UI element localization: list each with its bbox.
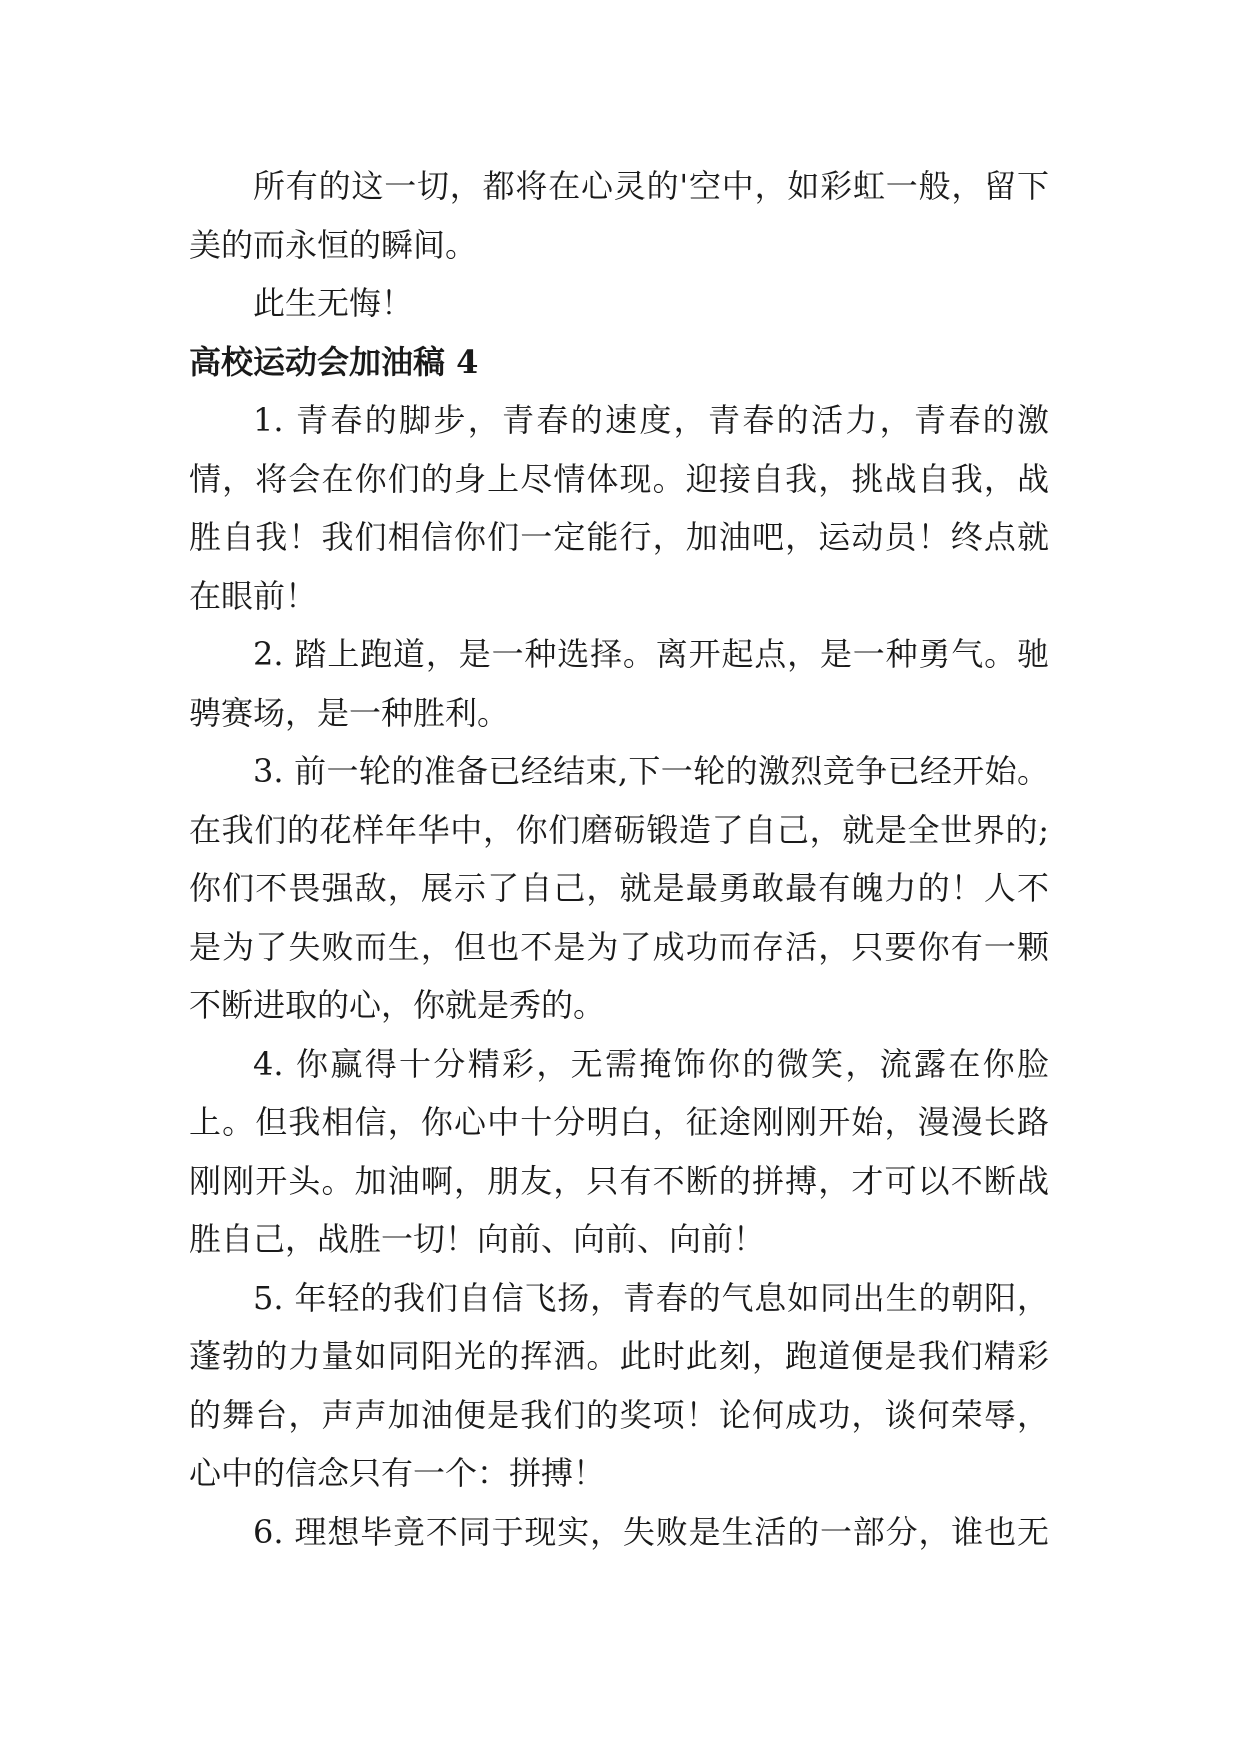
list-item: 1. 青春的脚步，青春的速度，青春的活力，青春的激情，将会在你们的身上尽情体现。迎接自我，挑战自我，战胜自我！我们相信你们一定能行，加油吧，运动员！终点就在眼前！ xyxy=(189,401,1049,615)
list-item: 5. 年轻的我们自信飞扬，青春的气息如同出生的朝阳，蓬勃的力量如同阳光的挥洒。此时此刻，跑道便是我们精彩的舞台，声声加油便是我们的奖项！论何成功，谈何荣辱，心中的信念只有一个：拼搏！ xyxy=(189,1278,1049,1492)
list-item: 3. 前一轮的准备已经结束,下一轮的激烈竞争已经开始。在我们的花样年华中，你们磨砺锻造了自己，就是全世界的;你们不畏强敌，展示了自己，就是最勇敢最有魄力的！人不是为了失败而生，但也不是为了成功而存活，只要你有一颗不断进取的心，你就是秀的。 xyxy=(189,752,1049,1024)
list-item: 4. 你赢得十分精彩，无需掩饰你的微笑，流露在你脸上。但我相信，你心中十分明白，征途刚刚开始，漫漫长路刚刚开头。加油啊，朋友，只有不断的拼搏，才可以不断战胜自己，战胜一切！向前、向前、向前！ xyxy=(189,1044,1049,1258)
list-item: 6. 理想毕竟不同于现实，失败是生活的一部分，谁也无 xyxy=(253,1512,1049,1551)
body-paragraph: 此生无悔！ xyxy=(253,284,414,322)
document-page xyxy=(189,157,1049,1561)
body-paragraph: 所有的这一切，都将在心灵的'空中，如彩虹一般，留下美的而永恒的瞬间。 xyxy=(189,167,1049,264)
section-title: 高校运动会加油稿 4 xyxy=(189,342,479,381)
list-item: 2. 踏上跑道，是一种选择。离开起点，是一种勇气。驰骋赛场，是一种胜利。 xyxy=(189,635,1049,732)
